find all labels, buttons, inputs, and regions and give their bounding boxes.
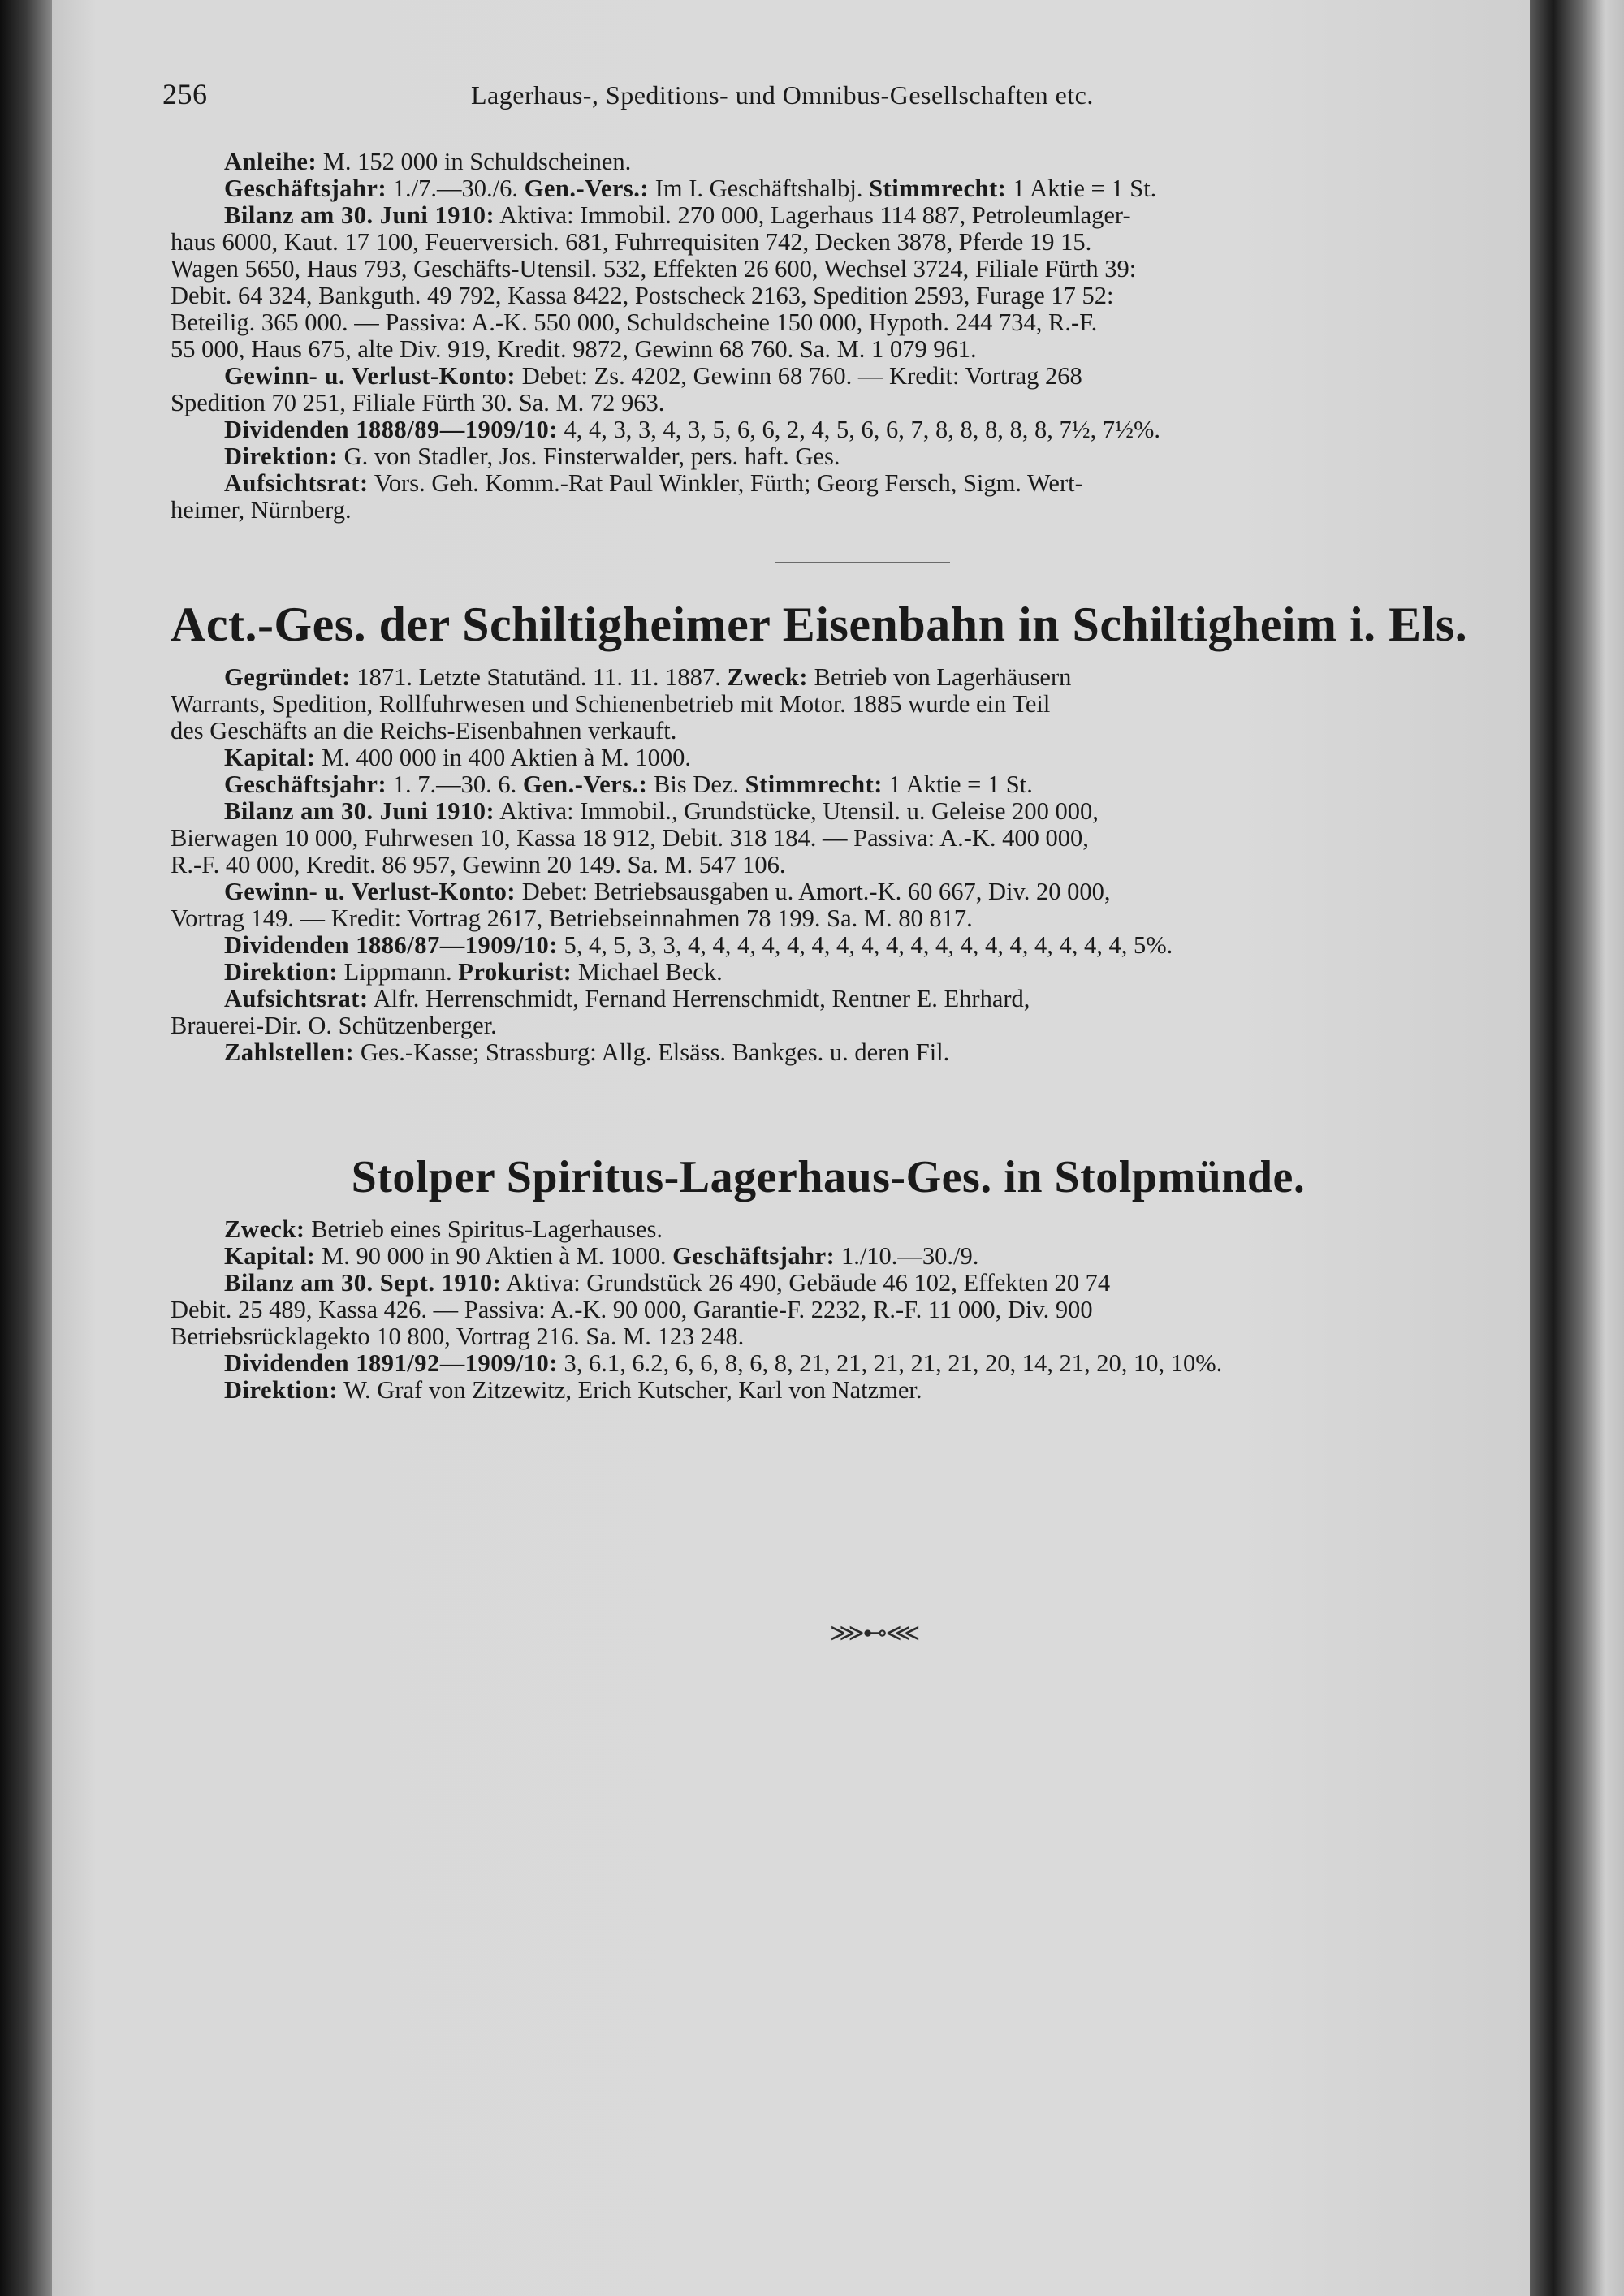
- field-label: Gen.-Vers.:: [524, 175, 650, 202]
- entry-line: [171, 852, 1486, 878]
- field-text: des Geschäfts an die Reichs-Eisenbahnen verkauft.: [171, 718, 677, 744]
- entry-line: [171, 1216, 1486, 1243]
- entry-line: [171, 771, 1486, 798]
- field-label: Kapital:: [224, 1243, 316, 1270]
- field-text: Ges.-Kasse; Strassburg: Allg. Elsäss. Bankges. u. deren Fil.: [354, 1039, 950, 1066]
- field-text: 3, 6.1, 6.2, 6, 6, 8, 6, 8, 21, 21, 21, 21, 21, 20, 14, 21, 20, 10, 10%.: [557, 1350, 1223, 1377]
- field-text: Bierwagen 10 000, Fuhrwesen 10, Kassa 18 912, Debit. 318 184. — Passiva: A.-K. 400 000,: [171, 825, 1089, 852]
- entry-line: [171, 1243, 1486, 1270]
- field-label: Direktion:: [224, 1377, 338, 1404]
- field-text: M. 152 000 in Schuldscheinen.: [317, 149, 632, 175]
- field-text: W. Graf von Zitzewitz, Erich Kutscher, Karl von Natzmer.: [338, 1377, 922, 1404]
- field-text: 1 Aktie = 1 St.: [1006, 175, 1157, 202]
- entry-line: [171, 256, 1486, 283]
- field-text: 55 000, Haus 675, alte Div. 919, Kredit. 9872, Gewinn 68 760. Sa. M. 1 079 961.: [171, 336, 977, 363]
- entry-stolpmuende: [171, 1216, 1486, 1404]
- field-label: Gewinn- u. Verlust-Konto:: [224, 363, 516, 390]
- entry-line: [171, 744, 1486, 771]
- field-label: Zweck:: [727, 664, 809, 691]
- entry-lagerhaus-fuerth: [171, 149, 1486, 524]
- field-label: Aufsichtsrat:: [224, 986, 369, 1012]
- field-text: 1871. Letzte Statutänd. 11. 11. 1887.: [350, 664, 728, 691]
- field-label: Geschäftsjahr:: [224, 771, 387, 798]
- entry-line: [171, 1270, 1486, 1297]
- entry-line: [171, 336, 1486, 363]
- running-title: Lagerhaus-, Speditions- und Omnibus-Gesellschaften etc.: [471, 80, 1094, 110]
- field-label: Prokurist:: [458, 959, 572, 986]
- entry-line: [171, 470, 1486, 497]
- entry-line: [171, 986, 1486, 1012]
- field-label: Anleihe:: [224, 149, 317, 175]
- field-text: M. 90 000 in 90 Aktien à M. 1000.: [315, 1243, 673, 1270]
- field-label: Stimmrecht:: [869, 175, 1007, 202]
- field-text: Aktiva: Grundstück 26 490, Gebäude 46 102, Effekten 20 74: [501, 1270, 1111, 1297]
- field-label: Direktion:: [224, 443, 338, 470]
- field-label: Aufsichtsrat:: [224, 470, 369, 497]
- field-label: Geschäftsjahr:: [672, 1243, 836, 1270]
- field-label: Dividenden 1891/92—1909/10:: [224, 1350, 558, 1377]
- field-text: Betrieb von Lagerhäusern: [808, 664, 1072, 691]
- entry-line: [171, 202, 1486, 229]
- field-text: 1./10.—30./9.: [835, 1243, 979, 1270]
- section-divider: [775, 562, 950, 563]
- field-text: Debet: Betriebsausgaben u. Amort.-K. 60 667, Div. 20 000,: [516, 878, 1111, 905]
- field-text: Spedition 70 251, Filiale Fürth 30. Sa. M. 72 963.: [171, 390, 665, 416]
- entry-line: [171, 1297, 1486, 1323]
- entry-title-stolpmuende: Stolper Spiritus-Lagerhaus-Ges. in Stolpmünde.: [351, 1152, 1306, 1202]
- entry-line: [171, 175, 1486, 202]
- entry-line: [171, 1350, 1486, 1377]
- field-text: Aktiva: Immobil., Grundstücke, Utensil. u. Geleise 200 000,: [495, 798, 1099, 825]
- field-text: Wagen 5650, Haus 793, Geschäfts-Utensil. 532, Effekten 26 600, Wechsel 3724, Filiale Fürth 39:: [171, 256, 1137, 283]
- entry-line: [171, 309, 1486, 336]
- page-number: 256: [162, 78, 208, 110]
- field-text: M. 400 000 in 400 Aktien à M. 1000.: [315, 744, 692, 771]
- field-text: 1. 7.—30. 6.: [387, 771, 523, 798]
- entry-line: [171, 932, 1486, 959]
- entry-line: [171, 825, 1486, 852]
- field-text: Debit. 64 324, Bankguth. 49 792, Kassa 8422, Postscheck 2163, Spedition 2593, Furage 17 52:: [171, 283, 1114, 309]
- field-text: Betrieb eines Spiritus-Lagerhauses.: [304, 1216, 663, 1243]
- field-text: Beteilig. 365 000. — Passiva: A.-K. 550 000, Schuldscheine 150 000, Hypoth. 244 734, R.-F.: [171, 309, 1098, 336]
- entry-line: [171, 497, 1486, 524]
- field-label: Direktion:: [224, 959, 338, 986]
- end-ornament: ⋙⊷⋘: [830, 1620, 919, 1646]
- field-text: Debit. 25 489, Kassa 426. — Passiva: A.-K. 90 000, Garantie-F. 2232, R.-F. 11 000, Div. 900: [171, 1297, 1093, 1323]
- entry-line: [171, 1377, 1486, 1404]
- field-text: 1./7.—30./6.: [387, 175, 525, 202]
- field-text: 4, 4, 3, 3, 4, 3, 5, 6, 6, 2, 4, 5, 6, 6, 7, 8, 8, 8, 8, 8, 7½, 7½%.: [557, 416, 1161, 443]
- field-text: Debet: Zs. 4202, Gewinn 68 760. — Kredit: Vortrag 268: [516, 363, 1082, 390]
- entry-line: [171, 1323, 1486, 1350]
- entry-line: [171, 443, 1486, 470]
- entry-line: [171, 905, 1486, 932]
- page-header: [162, 77, 1494, 118]
- field-text: Warrants, Spedition, Rollfuhrwesen und Schienenbetrieb mit Motor. 1885 wurde ein Teil: [171, 691, 1051, 718]
- field-text: haus 6000, Kaut. 17 100, Feuerversich. 681, Fuhrrequisiten 742, Decken 3878, Pferde 19 15.: [171, 229, 1092, 256]
- entry-line: [171, 1012, 1486, 1039]
- field-label: Bilanz am 30. Juni 1910:: [224, 798, 495, 825]
- field-text: G. von Stadler, Jos. Finsterwalder, pers. haft. Ges.: [338, 443, 840, 470]
- field-label: Gewinn- u. Verlust-Konto:: [224, 878, 516, 905]
- entry-line: [171, 229, 1486, 256]
- entry-line: [171, 798, 1486, 825]
- field-text: heimer, Nürnberg.: [171, 497, 352, 524]
- entry-line: [171, 416, 1486, 443]
- field-text: Bis Dez.: [647, 771, 745, 798]
- entry-line: [171, 718, 1486, 744]
- scan-edge-left: [0, 0, 52, 2296]
- field-label: Gen.-Vers.:: [522, 771, 648, 798]
- entry-line: [171, 1039, 1486, 1066]
- field-text: 1 Aktie = 1 St.: [882, 771, 1033, 798]
- field-label: Bilanz am 30. Juni 1910:: [224, 202, 495, 229]
- entry-schiltigheim: [171, 664, 1486, 1066]
- field-text: Brauerei-Dir. O. Schützenberger.: [171, 1012, 497, 1039]
- field-text: Vors. Geh. Komm.-Rat Paul Winkler, Fürth; Georg Fersch, Sigm. Wert-: [368, 470, 1083, 497]
- field-text: Alfr. Herrenschmidt, Fernand Herrenschmidt, Rentner E. Ehrhard,: [368, 986, 1030, 1012]
- entry-line: [171, 363, 1486, 390]
- entry-line: [171, 691, 1486, 718]
- field-text: Betriebsrücklagekto 10 800, Vortrag 216. Sa. M. 123 248.: [171, 1323, 745, 1350]
- field-label: Kapital:: [224, 744, 316, 771]
- field-text: Vortrag 149. — Kredit: Vortrag 2617, Betriebseinnahmen 78 199. Sa. M. 80 817.: [171, 905, 973, 932]
- book-gutter: [1530, 0, 1624, 2296]
- field-label: Dividenden 1888/89—1909/10:: [224, 416, 558, 443]
- entry-title-schiltigheim: Act.-Ges. der Schiltigheimer Eisenbahn in Schiltigheim i. Els.: [171, 598, 1468, 651]
- entry-line: [171, 149, 1486, 175]
- field-text: Lippmann.: [338, 959, 459, 986]
- entry-line: [171, 283, 1486, 309]
- field-label: Bilanz am 30. Sept. 1910:: [224, 1270, 502, 1297]
- field-label: Zweck:: [224, 1216, 305, 1243]
- field-label: Gegründet:: [224, 664, 351, 691]
- field-text: Aktiva: Immobil. 270 000, Lagerhaus 114 887, Petroleumlager-: [495, 202, 1131, 229]
- field-text: Michael Beck.: [572, 959, 723, 986]
- entry-line: [171, 664, 1486, 691]
- entry-line: [171, 878, 1486, 905]
- field-text: Im I. Geschäftshalbj.: [649, 175, 870, 202]
- entry-line: [171, 390, 1486, 416]
- field-text: 5, 4, 5, 3, 3, 4, 4, 4, 4, 4, 4, 4, 4, 4, 4, 4, 4, 4, 4, 4, 4, 4, 4, 5%.: [557, 932, 1173, 959]
- field-text: R.-F. 40 000, Kredit. 86 957, Gewinn 20 149. Sa. M. 547 106.: [171, 852, 786, 878]
- field-label: Zahlstellen:: [224, 1039, 355, 1066]
- entry-line: [171, 959, 1486, 986]
- field-label: Stimmrecht:: [745, 771, 883, 798]
- field-label: Dividenden 1886/87—1909/10:: [224, 932, 558, 959]
- field-label: Geschäftsjahr:: [224, 175, 387, 202]
